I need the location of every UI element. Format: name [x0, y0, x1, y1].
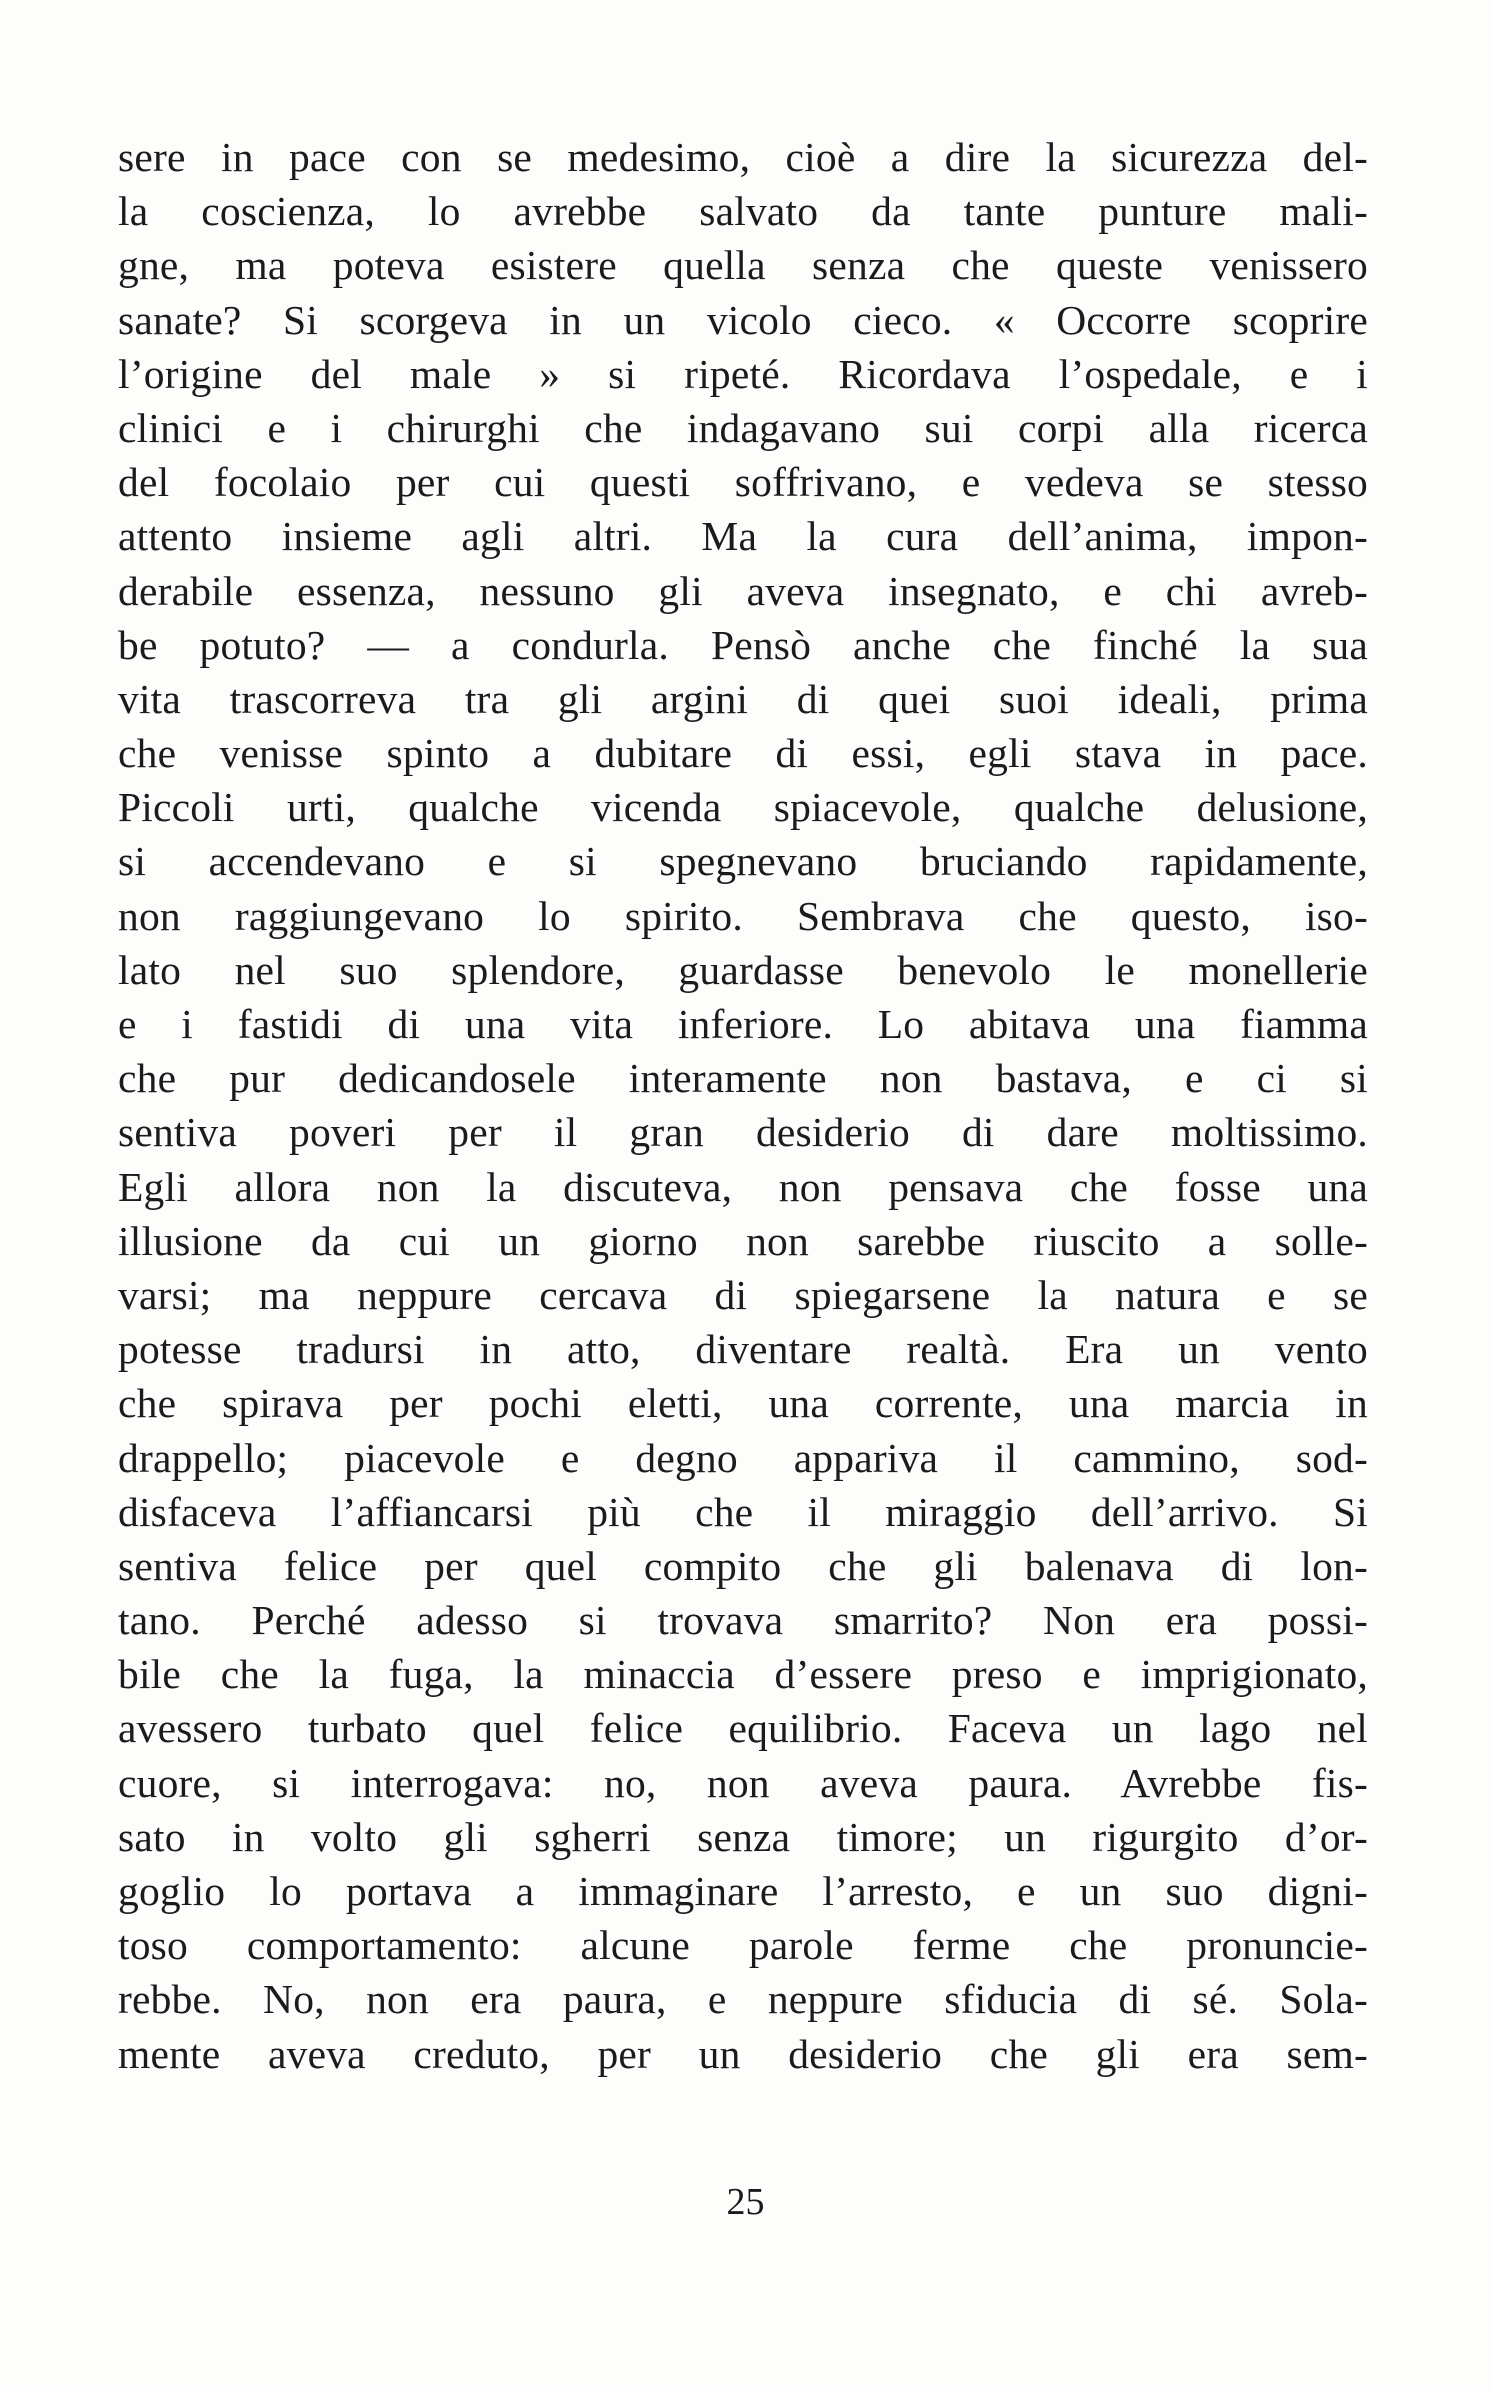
text-line-18: che pur dedicandosele interamente non bastava, e ci si: [118, 1055, 1368, 1102]
text-line-16: lato nel suo splendore, guardasse benevolo le monellerie: [118, 946, 1368, 993]
text-line-6: clinici e i chirurghi che indagavano sui corpi alla ricerca: [118, 404, 1368, 451]
text-line-36: mente aveva creduto, per un desiderio che gli era sem-: [118, 2030, 1368, 2077]
text-line-14: si accendevano e si spegnevano bruciando rapidamente,: [118, 838, 1368, 885]
text-line-22: varsi; ma neppure cercava di spiegarsene la natura e se: [118, 1271, 1368, 1318]
text-line-27: sentiva felice per quel compito che gli balenava di lon-: [118, 1542, 1368, 1589]
text-line-32: sato in volto gli sgherri senza timore; un rigurgito d’or-: [118, 1813, 1368, 1860]
text-line-20: Egli allora non la discuteva, non pensava che fosse una: [118, 1163, 1368, 1210]
text-line-21: illusione da cui un giorno non sarebbe riuscito a solle-: [118, 1217, 1368, 1264]
text-line-34: toso comportamento: alcune parole ferme che pronuncie-: [118, 1922, 1368, 1969]
text-line-12: che venisse spinto a dubitare di essi, egli stava in pace.: [118, 730, 1368, 777]
text-line-1: sere in pace con se medesimo, cioè a dire la sicurezza del-: [118, 134, 1368, 180]
text-line-3: gne, ma poteva esistere quella senza che queste venissero: [118, 242, 1368, 289]
text-line-31: cuore, si interrogava: no, non aveva paura. Avrebbe fis-: [118, 1759, 1368, 1806]
text-line-26: disfaceva l’affiancarsi più che il miraggio dell’arrivo. Si: [118, 1488, 1368, 1535]
text-line-17: e i fastidi di una vita inferiore. Lo abitava una fiamma: [118, 1001, 1368, 1047]
text-line-2: la coscienza, lo avrebbe salvato da tante punture mali-: [118, 188, 1368, 235]
text-line-24: che spirava per pochi eletti, una corrente, una marcia in: [118, 1380, 1368, 1427]
text-line-30: avessero turbato quel felice equilibrio. Faceva un lago nel: [118, 1705, 1368, 1752]
text-line-13: Piccoli urti, qualche vicenda spiacevole, qualche delusione,: [118, 784, 1368, 831]
text-line-35: rebbe. No, non era paura, e neppure sfiducia di sé. Sola-: [118, 1976, 1368, 2023]
page-number: 25: [726, 2181, 765, 2223]
text-line-25: drappello; piacevole e degno appariva il cammino, sod-: [118, 1434, 1368, 1481]
text-line-15: non raggiungevano lo spirito. Sembrava che questo, iso-: [118, 892, 1368, 939]
text-line-11: vita trascorreva tra gli argini di quei suoi ideali, prima: [118, 675, 1368, 722]
text-line-23: potesse tradursi in atto, diventare realtà. Era un vento: [118, 1326, 1368, 1373]
text-line-8: attento insieme agli altri. Ma la cura dell’anima, impon-: [118, 513, 1368, 560]
text-line-28: tano. Perché adesso si trovava smarrito? Non era possi-: [118, 1597, 1368, 1644]
text-line-33: goglio lo portava a immaginare l’arresto, e un suo digni-: [118, 1868, 1368, 1914]
body-text: [118, 130, 1368, 2081]
text-line-5: l’origine del male » si ripeté. Ricordava l’ospedale, e i: [118, 350, 1368, 397]
text-line-9: derabile essenza, nessuno gli aveva insegnato, e chi avreb-: [118, 567, 1368, 614]
text-line-7: del focolaio per cui questi soffrivano, e vedeva se stesso: [118, 459, 1368, 506]
text-line-29: bile che la fuga, la minaccia d’essere preso e imprigionato,: [118, 1651, 1368, 1698]
text-line-19: sentiva poveri per il gran desiderio di dare moltissimo.: [118, 1109, 1368, 1156]
text-line-10: be potuto? — a condurla. Pensò anche che finché la sua: [118, 621, 1368, 668]
text-line-4: sanate? Si scorgeva in un vicolo cieco. « Occorre scoprire: [118, 296, 1368, 343]
